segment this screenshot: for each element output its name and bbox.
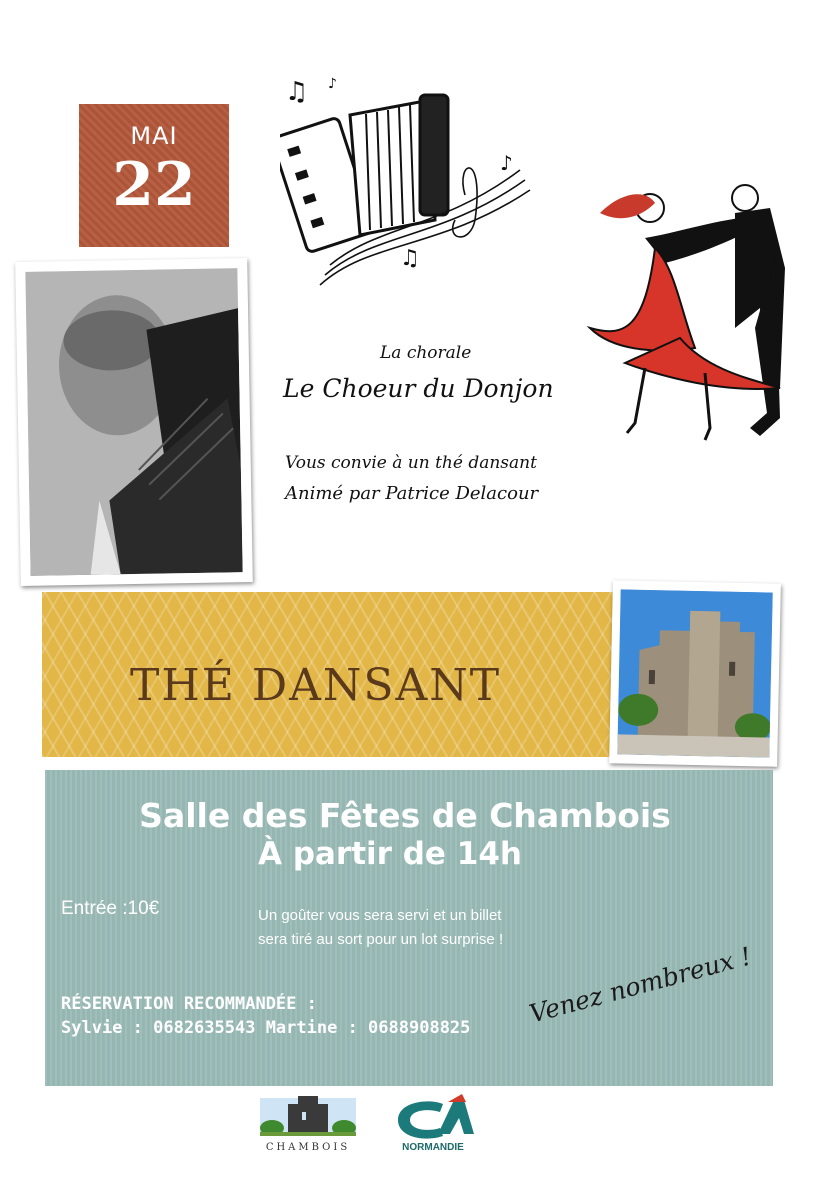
- musician-photo: [15, 258, 253, 586]
- svg-text:♪: ♪: [328, 76, 337, 92]
- credit-agricole-logo: [388, 1090, 478, 1158]
- title-banner: [42, 592, 646, 757]
- event-info-panel: [45, 770, 773, 1086]
- castle-photo-image: [617, 589, 772, 757]
- slogan: Venez nombreux !: [526, 941, 755, 1029]
- chambois-logo-label: CHAMBOIS: [265, 1142, 351, 1153]
- musician-photo-image: [25, 268, 242, 576]
- venue-name: Salle des Fêtes de Chambois: [139, 796, 671, 835]
- host-line: Animé par Patrice Delacour: [285, 483, 539, 504]
- chambois-logo: [258, 1090, 358, 1158]
- svg-text:♪: ♪: [500, 151, 513, 175]
- snack-raffle-line-2: sera tiré au sort pour un lot surprise !: [258, 931, 504, 948]
- invitation-line: Vous convie à un thé dansant: [285, 453, 537, 473]
- date-month: MAI: [130, 122, 178, 150]
- snack-raffle-note: [258, 904, 618, 952]
- svg-text:♫: ♫: [400, 246, 420, 271]
- castle-photo: [609, 580, 781, 766]
- accordion-illustration: [280, 70, 540, 300]
- reservation-title: RÉSERVATION RECOMMANDÉE :: [61, 994, 317, 1014]
- reservation-contacts: Sylvie : 0682635543 Martine : 0688908825: [61, 1018, 471, 1038]
- reservation-block: [61, 992, 470, 1040]
- event-title: THÉ DANSANT: [130, 660, 502, 711]
- start-time: À partir de 14h: [258, 836, 522, 872]
- snack-raffle-line-1: Un goûter vous sera servi et un billet: [258, 907, 502, 924]
- credit-agricole-logo-icon: [388, 1090, 478, 1142]
- chorale-label: La chorale: [380, 343, 472, 363]
- svg-text:♫: ♫: [285, 77, 309, 107]
- date-day: 22: [112, 150, 196, 220]
- dancing-couple-illustration: [585, 178, 810, 448]
- chambois-logo-icon: [258, 1090, 358, 1142]
- credit-agricole-label: NORMANDIE: [402, 1142, 464, 1153]
- choir-name: Le Choeur du Donjon: [283, 374, 554, 403]
- date-badge: [79, 104, 229, 247]
- entry-price: Entrée :10€: [61, 898, 160, 919]
